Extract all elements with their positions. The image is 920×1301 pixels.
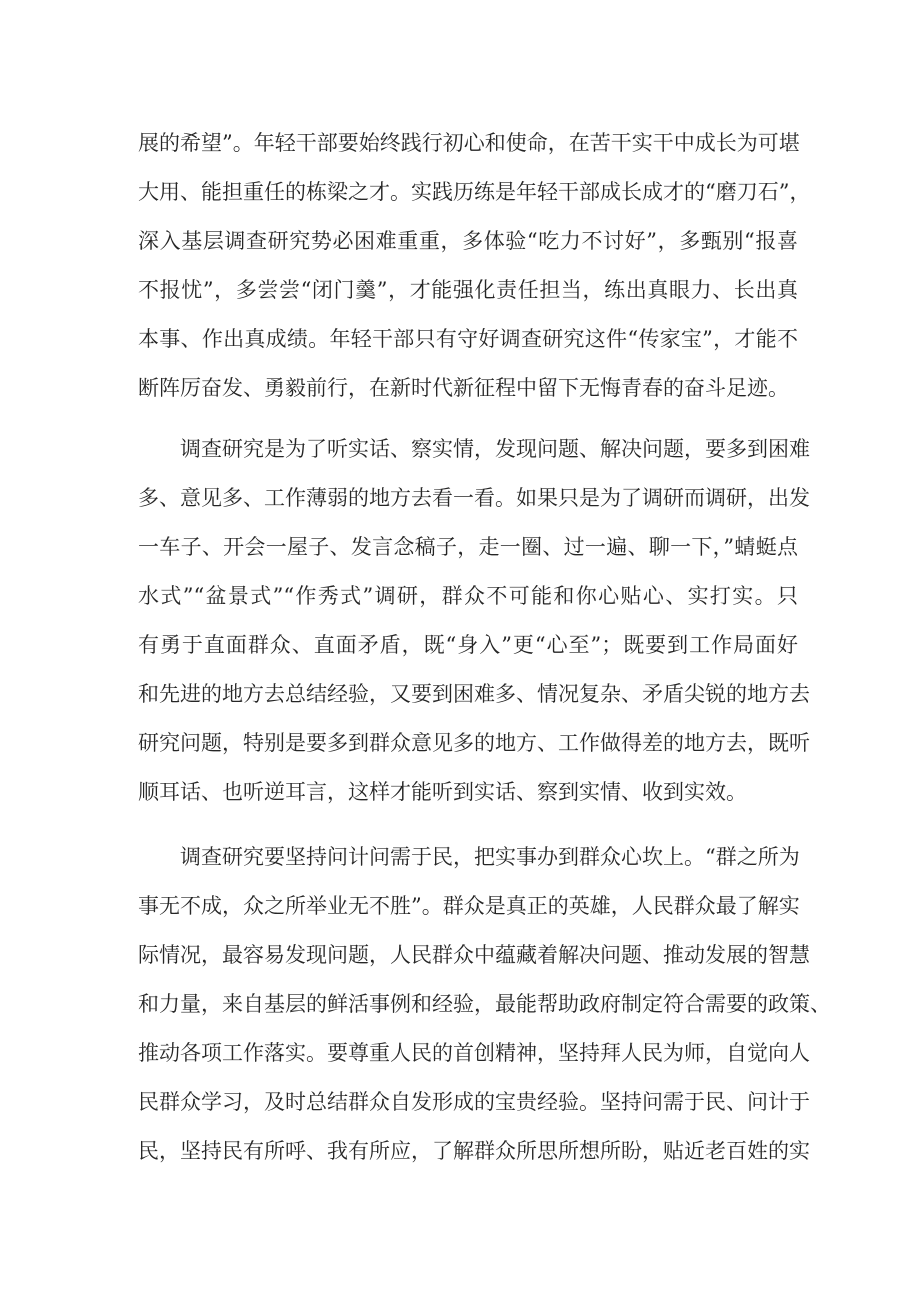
paragraph-line: 民群众学习，及时总结群众自发形成的宝贵经验。坚持问需于民、问计于 bbox=[138, 1090, 810, 1114]
paragraph-line: 本事、作出真成绩。年轻干部只有守好调查研究这件“传家宝”，才能不 bbox=[138, 327, 798, 351]
paragraph-line: 民，坚持民有所呼、我有所应，了解群众所思所想所盼，贴近老百姓的实 bbox=[138, 1139, 810, 1163]
paragraph-line: 顺耳话、也听逆耳言，这样才能听到实话、察到实情、收到实效。 bbox=[138, 780, 747, 804]
paragraph-line: 多、意见多、工作薄弱的地方去看一看。如果只是为了调研而调研，出发 bbox=[138, 486, 810, 510]
paragraph-line: 推动各项工作落实。要尊重人民的首创精神，坚持拜人民为师，自觉向人 bbox=[138, 1041, 810, 1065]
paragraph-line: 不报忧”，多尝尝“闭门羹”，才能强化责任担当，练出真眼力、长出真 bbox=[138, 278, 798, 302]
paragraph-line: 水式”“盆景式”“作秀式”调研，群众不可能和你心贴心、实打实。只 bbox=[138, 584, 798, 608]
paragraph-line: 展的希望”。年轻干部要始终践行初心和使命，在苦干实干中成长为可堪 bbox=[138, 131, 800, 155]
paragraph-line: 和力量，来自基层的鲜活事例和经验，最能帮助政府制定符合需要的政策、 bbox=[138, 992, 831, 1016]
paragraph-line: 际情况，最容易发现问题，人民群众中蕴藏着解决问题、推动发展的智慧 bbox=[138, 943, 810, 967]
paragraph-line: 研究问题，特别是要多到群众意见多的地方、工作做得差的地方去，既听 bbox=[138, 731, 810, 755]
paragraph-line: 深入基层调查研究势必困难重重，多体验“吃力不讨好”，多甄别“报喜 bbox=[138, 229, 798, 253]
paragraph-line: 有勇于直面群众、直面矛盾，既“身入”更“心至”；既要到工作局面好 bbox=[138, 633, 798, 657]
paragraph-line: 调查研究是为了听实话、察实情，发现问题、解决问题，要多到困难 bbox=[180, 437, 810, 461]
paragraph-line: 调查研究要坚持问计问需于民，把实事办到群众心坎上。“群之所为 bbox=[180, 845, 800, 869]
paragraph-line: 大用、能担重任的栋梁之才。实践历练是年轻干部成长成才的“磨刀石”， bbox=[138, 180, 811, 204]
paragraph-line: 事无不成，众之所举业无不胜”。群众是真正的英雄，人民群众最了解实 bbox=[138, 894, 800, 918]
paragraph-line: 和先进的地方去总结经验，又要到困难多、情况复杂、矛盾尖锐的地方去 bbox=[138, 682, 810, 706]
paragraph-line: 断阵厉奋发、勇毅前行，在新时代新征程中留下无悔青春的奋斗足迹。 bbox=[138, 376, 789, 400]
paragraph-line: 一车子、开会一屋子、发言念稿子，走一圈、过一遍、聊一下，”蜻蜓点 bbox=[138, 535, 798, 559]
